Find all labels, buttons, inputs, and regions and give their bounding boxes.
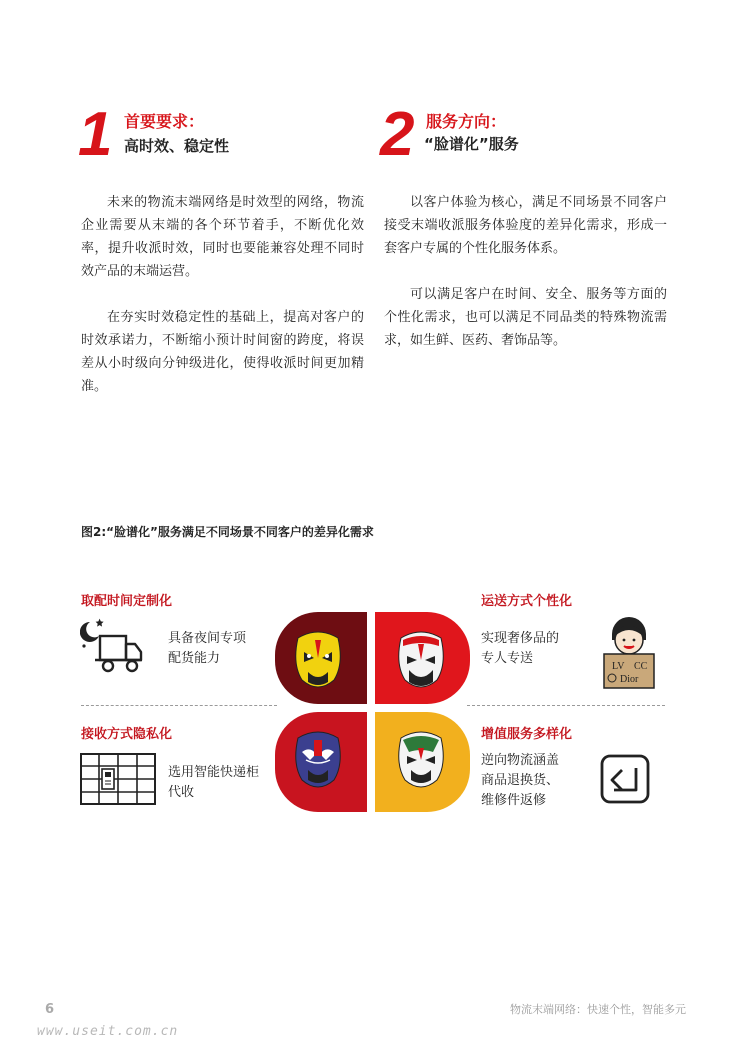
desc-line: 逆向物流涵盖 — [481, 753, 560, 768]
figure-caption: 图2:“脸谱化”服务满足不同场景不同客户的差异化需求 — [81, 525, 374, 539]
courier-with-luxury-box-icon — [598, 612, 660, 690]
desc-line: 专人专送 — [481, 651, 534, 666]
desc-line: 代收 — [168, 785, 195, 800]
opera-mask-red — [399, 632, 444, 687]
section2-subtitle: “脸谱化”服务 — [424, 135, 519, 153]
section1-title: 首要要求： — [124, 112, 205, 131]
opera-mask-green — [399, 732, 444, 787]
desc-night-delivery — [168, 629, 246, 669]
dior-box-label: Dior — [620, 674, 639, 685]
section2-title: 服务方向： — [426, 112, 507, 131]
svg-text:LV: LV — [612, 661, 625, 672]
section2-paragraph: 可以满足客户在时间、安全、服务等方面的个性化需求，也可以满足不同品类的特殊物流需求，如生鲜、医药、奢饰品等。 — [384, 287, 667, 348]
desc-reverse-logistics — [481, 751, 559, 811]
section1-paragraph: 未来的物流末端网络是时效型的网络，物流企业需要从末端的各个环节着手，不断优化效率，提升收派时效，同时也要能兼容处理不同时效产品的末端运营。 — [81, 195, 364, 279]
desc-line: 配货能力 — [168, 651, 221, 666]
section1-subtitle: 高时效、稳定性 — [124, 137, 230, 155]
section-number-1: 1 — [78, 100, 111, 169]
desc-line: 维修件返修 — [481, 793, 547, 808]
night-delivery-truck-icon — [80, 618, 146, 676]
category-title-delivery: 运送方式个性化 — [481, 594, 573, 609]
desc-line: 选用智能快递柜 — [168, 765, 260, 780]
watermark: www.useit.com.cn — [37, 1024, 179, 1039]
opera-mask-blue — [296, 732, 341, 787]
return-arrow-icon — [600, 754, 650, 804]
section2-paragraph: 以客户体验为核心，满足不同场景不同客户接受末端收派服务体验度的差异化需求，形成一套客户专属的个性化服务体系。 — [384, 195, 667, 256]
svg-text:CC: CC — [634, 661, 648, 672]
section1-paragraph: 在夯实时效稳定性的基础上，提高对客户的时效承诺力，不断缩小预计时间窗的跨度，将误差从小时级向分钟级进化，使得收派时间更加精准。 — [81, 310, 364, 394]
category-title-time: 取配时间定制化 — [81, 594, 173, 609]
section1-body — [81, 191, 364, 398]
face-mask-quadrant-graphic — [275, 612, 470, 812]
desc-luxury-delivery — [481, 629, 559, 669]
section2-body — [384, 191, 667, 352]
divider-left — [81, 705, 277, 706]
smart-locker-icon — [80, 753, 156, 805]
desc-line: 商品退换货、 — [481, 773, 560, 788]
running-title: 物流末端网络：快速个性，智能多元 — [510, 1003, 686, 1016]
divider-right — [467, 705, 665, 706]
category-title-receive: 接收方式隐私化 — [81, 727, 173, 742]
category-title-value-added: 增值服务多样化 — [481, 727, 573, 742]
desc-smart-locker — [168, 763, 259, 803]
page-number: 6 — [45, 1002, 55, 1017]
desc-line: 实现奢侈品的 — [481, 631, 560, 646]
section-number-2: 2 — [380, 100, 413, 169]
desc-line: 具备夜间专项 — [168, 631, 247, 646]
opera-mask-yellow — [296, 632, 341, 687]
